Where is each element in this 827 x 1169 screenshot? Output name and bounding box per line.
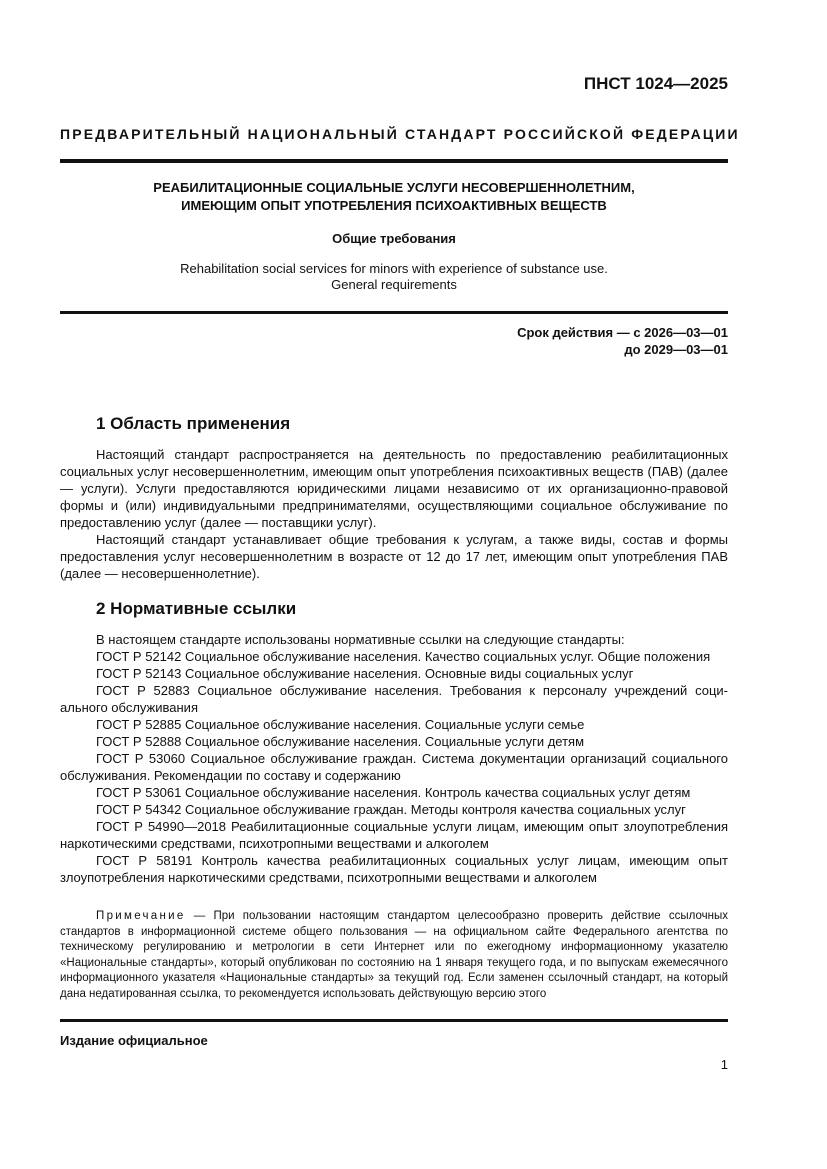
- title-line-1: РЕАБИЛИТАЦИОННЫЕ СОЦИАЛЬНЫЕ УСЛУГИ НЕСОВЕРШЕННОЛЕТНИМ,: [153, 180, 635, 195]
- document-page: [60, 0, 740, 1169]
- english-title: [60, 261, 728, 293]
- validity-start: Срок действия — с 2026—03—01: [517, 325, 728, 340]
- document-title: [60, 179, 728, 215]
- reference-item: ГОСТ Р 52888 Социальное обслуживание населения. Социальные услуги детям: [96, 734, 585, 749]
- title-divider: [60, 311, 728, 314]
- section-2-heading: 2 Нормативные ссылки: [96, 599, 297, 618]
- references-intro: В настоящем стандарте использованы нормативные ссылки на следующие стандарты:: [96, 632, 625, 647]
- section-1-body: [60, 446, 728, 582]
- standard-banner: ПРЕДВАРИТЕЛЬНЫЙ НАЦИОНАЛЬНЫЙ СТАНДАРТ РОССИЙСКОЙ ФЕДЕРАЦИИ: [60, 126, 740, 142]
- note-label: Примечание: [96, 910, 186, 922]
- reference-item: ГОСТ Р 52143 Социальное обслуживание населения. Основные виды социальных услуг: [96, 666, 634, 681]
- note: [60, 909, 728, 1002]
- footer-divider: [60, 1019, 728, 1022]
- reference-item: ГОСТ Р 58191 Контроль качества реабилитационных социальных услуг лицам, имеющим опыт злоупотребления наркотическими средствами, психотропными веществами и алкоголем: [60, 853, 728, 885]
- validity-end: до 2029—03—01: [624, 342, 728, 357]
- reference-item: ГОСТ Р 52142 Социальное обслуживание населения. Качество социальных услуг. Общие положения: [96, 649, 711, 664]
- reference-item: ГОСТ Р 52885 Социальное обслуживание населения. Социальные услуги семье: [96, 717, 585, 732]
- reference-item: ГОСТ Р 53061 Социальное обслуживание населения. Контроль качества социальных услуг детям: [96, 785, 691, 800]
- section-1-heading: 1 Область применения: [96, 414, 291, 433]
- reference-item: ГОСТ Р 54990—2018 Реабилитационные социальные услуги лицам, имеющим опыт злоупотребления наркотическими средствами, психотропными веществами и алкоголем: [60, 819, 728, 851]
- page-number: 1: [720, 1057, 728, 1072]
- note-paragraph: [60, 909, 728, 1002]
- note-text: — При пользовании настоящим стандартом целесообразно проверить действие ссылочных стандартов в информационной системе общего пользования — на официальном сайте Федерального агентства по техническому регулированию и метрологии в сети Интернет или по ежегодному информационному указателю «Национальные стандарты», который опубликован по состоянию на 1 января текущего года, и по выпускам ежемесячного информационного указателя «Национальные стандарты» за текущий год. Если заменен ссылочный стандарт, на который дана недатированная ссылка, то рекомендуется использовать действующую версию этого: [60, 910, 728, 1000]
- english-title-line-2: General requirements: [331, 277, 457, 292]
- validity-period: [517, 324, 728, 358]
- reference-item: ГОСТ Р 52883 Социальное обслуживание населения. Требования к персоналу учреждений социального обслуживания: [60, 683, 728, 715]
- paragraph: Настоящий стандарт распространяется на деятельность по предоставлению реабилитационных социальных услуг несовершеннолетним, имеющим опыт употребления психоактивных веществ (ПАВ) (далее — услуги). Услуги предоставляются юридическими лицами независимо от их организационно-правовой формы и (или) индивидуальными предпринимателями, осуществляющими социальное обслуживание по предоставлению услуг (далее — поставщики услуг).: [60, 447, 728, 530]
- english-title-line-1: Rehabilitation social services for minors with experience of substance use.: [180, 261, 608, 276]
- top-divider: [60, 159, 728, 163]
- section-2-body: [60, 631, 728, 886]
- official-edition-label: Издание официальное: [60, 1033, 208, 1048]
- document-subtitle: Общие требования: [332, 231, 456, 246]
- title-line-2: ИМЕЮЩИМ ОПЫТ УПОТРЕБЛЕНИЯ ПСИХОАКТИВНЫХ ВЕЩЕСТВ: [181, 198, 607, 213]
- reference-item: ГОСТ Р 53060 Социальное обслуживание граждан. Система документации организаций социального обслуживания. Рекомендации по составу и содержанию: [60, 751, 728, 783]
- reference-item: ГОСТ Р 54342 Социальное обслуживание граждан. Методы контроля качества социальных услуг: [96, 802, 686, 817]
- document-number: ПНСТ 1024—2025: [583, 74, 728, 93]
- paragraph: Настоящий стандарт устанавливает общие требования к услугам, а также виды, состав и формы предоставления услуг несовершеннолетним в возрасте от 12 до 17 лет, имеющим опыт употребления ПАВ (далее — несовершеннолетние).: [60, 532, 728, 581]
